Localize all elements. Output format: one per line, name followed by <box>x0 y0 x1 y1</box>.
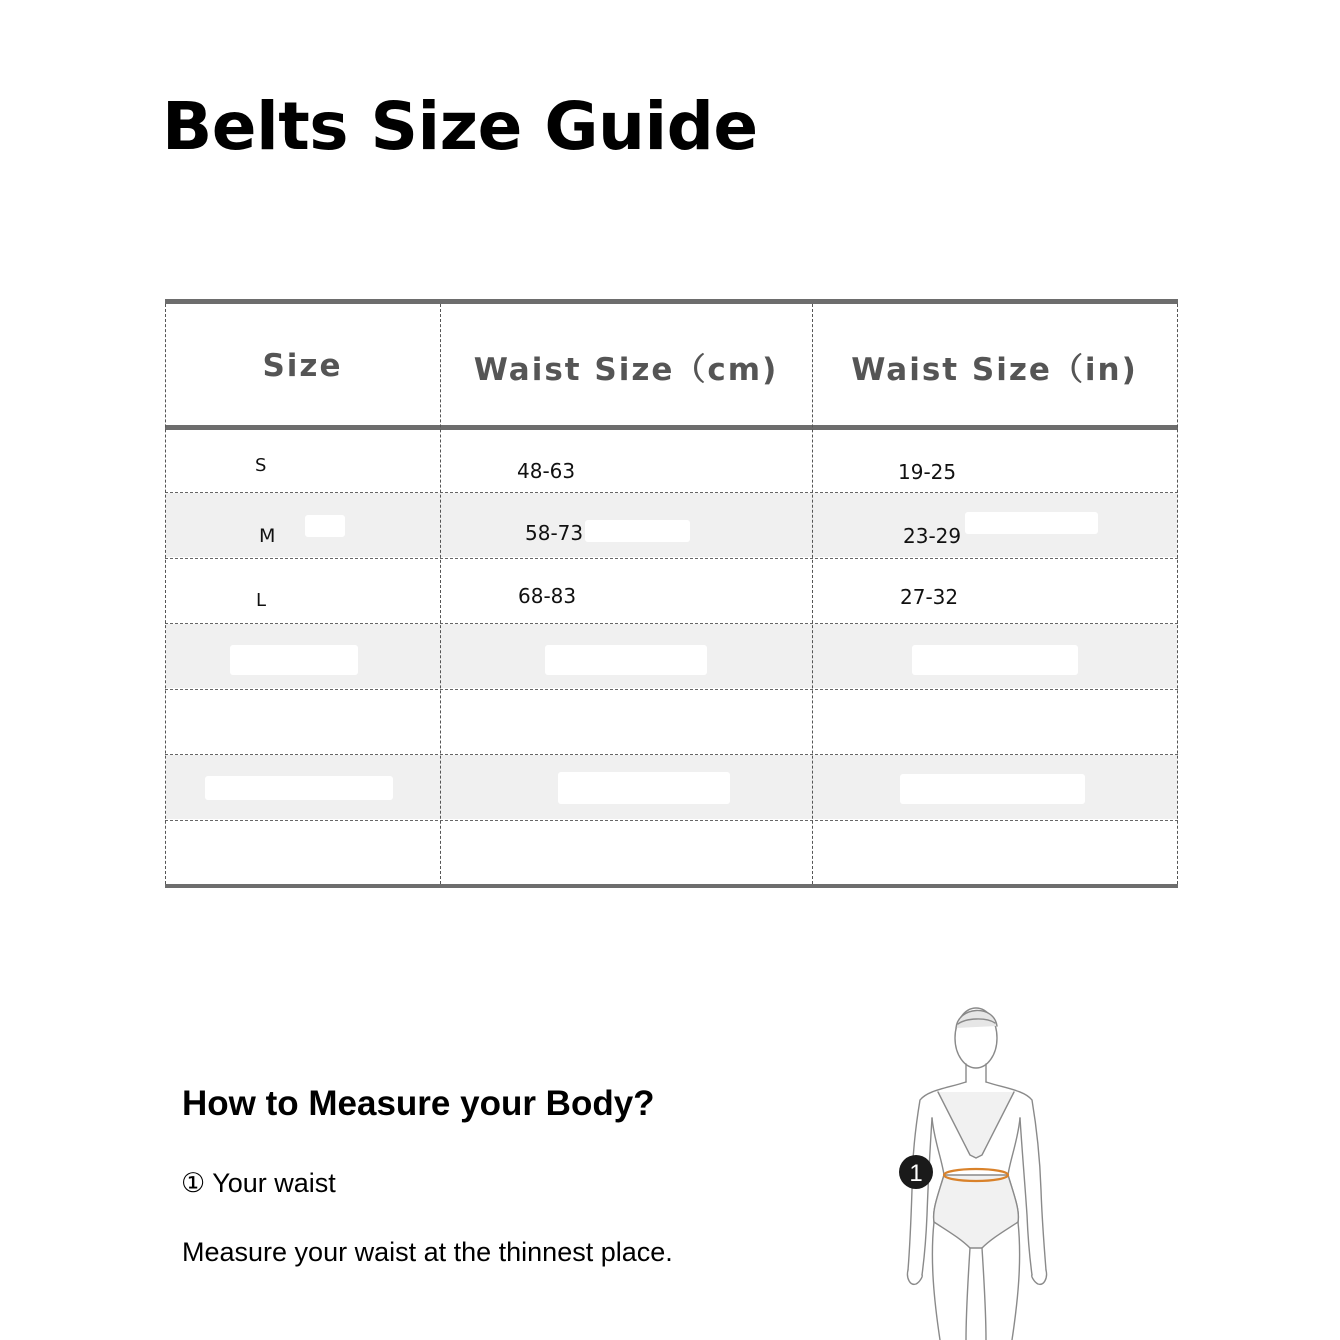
row-divider <box>165 689 1178 690</box>
erased-mark <box>305 515 345 537</box>
step-label: Your waist <box>212 1168 336 1198</box>
measure-description: Measure your waist at the thinnest place. <box>182 1237 673 1267</box>
header-waist-in: Waist Size（in) <box>851 351 1138 388</box>
cell-waist-in: 27-32 <box>900 585 959 609</box>
cell-waist-in: 19-25 <box>898 460 957 484</box>
erased-mark <box>545 645 707 675</box>
page-title: Belts Size Guide <box>162 88 758 165</box>
cell-size: M <box>259 525 276 547</box>
row-divider <box>165 754 1178 755</box>
erased-mark <box>912 645 1078 675</box>
row-divider <box>165 558 1178 559</box>
cell-waist-cm: 48-63 <box>517 459 576 483</box>
header-waist-cm: Waist Size（cm) <box>473 351 779 388</box>
marker-number: 1 <box>909 1160 923 1187</box>
erased-mark <box>965 512 1098 534</box>
header-size: Size <box>262 348 343 384</box>
table-bottom-rule <box>165 884 1178 888</box>
step-number: ① <box>181 1168 206 1198</box>
cell-waist-in: 23-29 <box>903 524 962 548</box>
row-divider <box>165 820 1178 821</box>
measure-heading: How to Measure your Body? <box>182 1084 655 1123</box>
erased-mark <box>585 520 690 542</box>
erased-mark <box>558 772 730 804</box>
body-figure-illustration <box>820 990 1160 1340</box>
row-divider <box>165 492 1178 493</box>
erased-mark <box>205 776 393 800</box>
row-divider <box>165 623 1178 624</box>
cell-waist-cm: 58-73 <box>525 521 584 545</box>
column-divider <box>1177 304 1178 884</box>
cell-size: L <box>256 590 267 611</box>
cell-waist-cm: 68-83 <box>518 584 577 608</box>
erased-mark <box>900 774 1085 804</box>
erased-mark <box>230 645 358 675</box>
measure-step <box>181 1168 336 1199</box>
cell-size: S <box>255 455 267 476</box>
